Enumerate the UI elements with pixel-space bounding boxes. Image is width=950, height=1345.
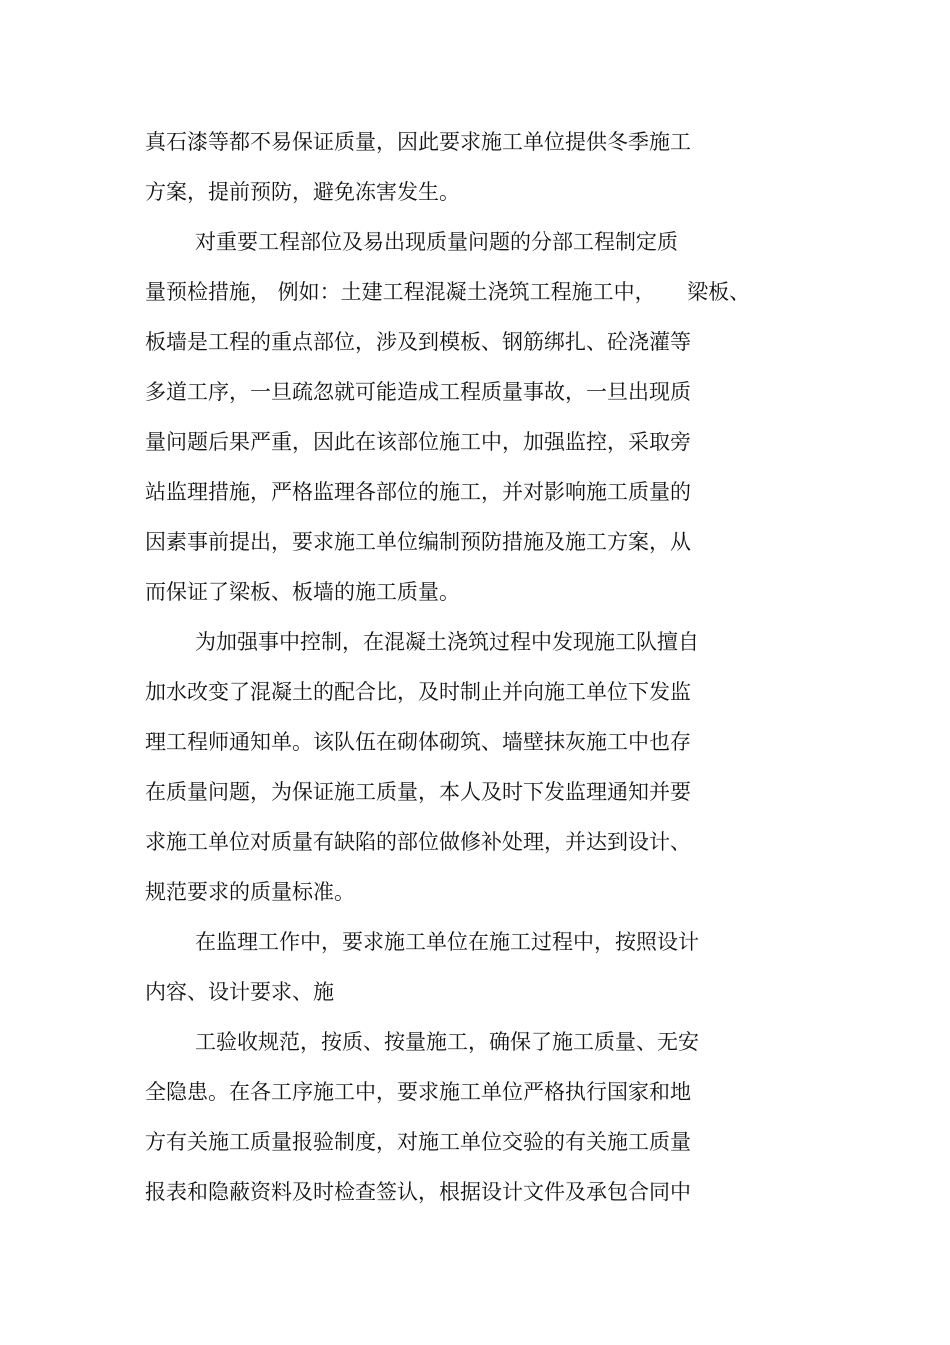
text-line: 方案，提前预防，避免冻害发生。	[145, 180, 460, 204]
text-line: 因素事前提出，要求施工单位编制预防措施及施工方案，从	[145, 530, 691, 554]
text-line: 而保证了梁板、板墙的施工质量。	[145, 580, 460, 604]
text-line: 全隐患。在各工序施工中，要求施工单位严格执行国家和地	[145, 1080, 691, 1104]
paragraph-first-line: 工验收规范，按质、按量施工，确保了施工质量、无安	[195, 1030, 699, 1054]
text-line: 规范要求的质量标准。	[145, 880, 355, 904]
paragraph-first-line: 为加强事中控制，在混凝土浇筑过程中发现施工队擅自	[195, 630, 699, 654]
text-line: 求施工单位对质量有缺陷的部位做修补处理，并达到设计、	[145, 830, 691, 854]
text-line: 内容、设计要求、施	[145, 980, 334, 1004]
text-line: 加水改变了混凝土的配合比，及时制止并向施工单位下发监	[145, 680, 691, 704]
text-line: 多道工序，一旦疏忽就可能造成工程质量事故，一旦出现质	[145, 380, 691, 404]
paragraph-first-line: 对重要工程部位及易出现质量问题的分部工程制定质	[195, 230, 678, 254]
text-line: 方有关施工质量报验制度，对施工单位交验的有关施工质量	[145, 1130, 691, 1154]
text-line: 板墙是工程的重点部位，涉及到模板、钢筋绑扎、砼浇灌等	[145, 330, 691, 354]
text-line: 量预检措施， 例如：土建工程混凝土浇筑工程施工中， 梁板、	[145, 280, 751, 304]
text-line: 报表和隐蔽资料及时检查签认，根据设计文件及承包合同中	[145, 1180, 691, 1204]
text-line: 量问题后果严重，因此在该部位施工中，加强监控，采取旁	[145, 430, 691, 454]
text-line: 在质量问题，为保证施工质量，本人及时下发监理通知并要	[145, 780, 691, 804]
paragraph-first-line: 在监理工作中，要求施工单位在施工过程中，按照设计	[195, 930, 699, 954]
text-line: 真石漆等都不易保证质量，因此要求施工单位提供冬季施工	[145, 130, 691, 154]
text-line: 理工程师通知单。该队伍在砌体砌筑、墙壁抹灰施工中也存	[145, 730, 691, 754]
text-line: 站监理措施，严格监理各部位的施工，并对影响施工质量的	[145, 480, 691, 504]
